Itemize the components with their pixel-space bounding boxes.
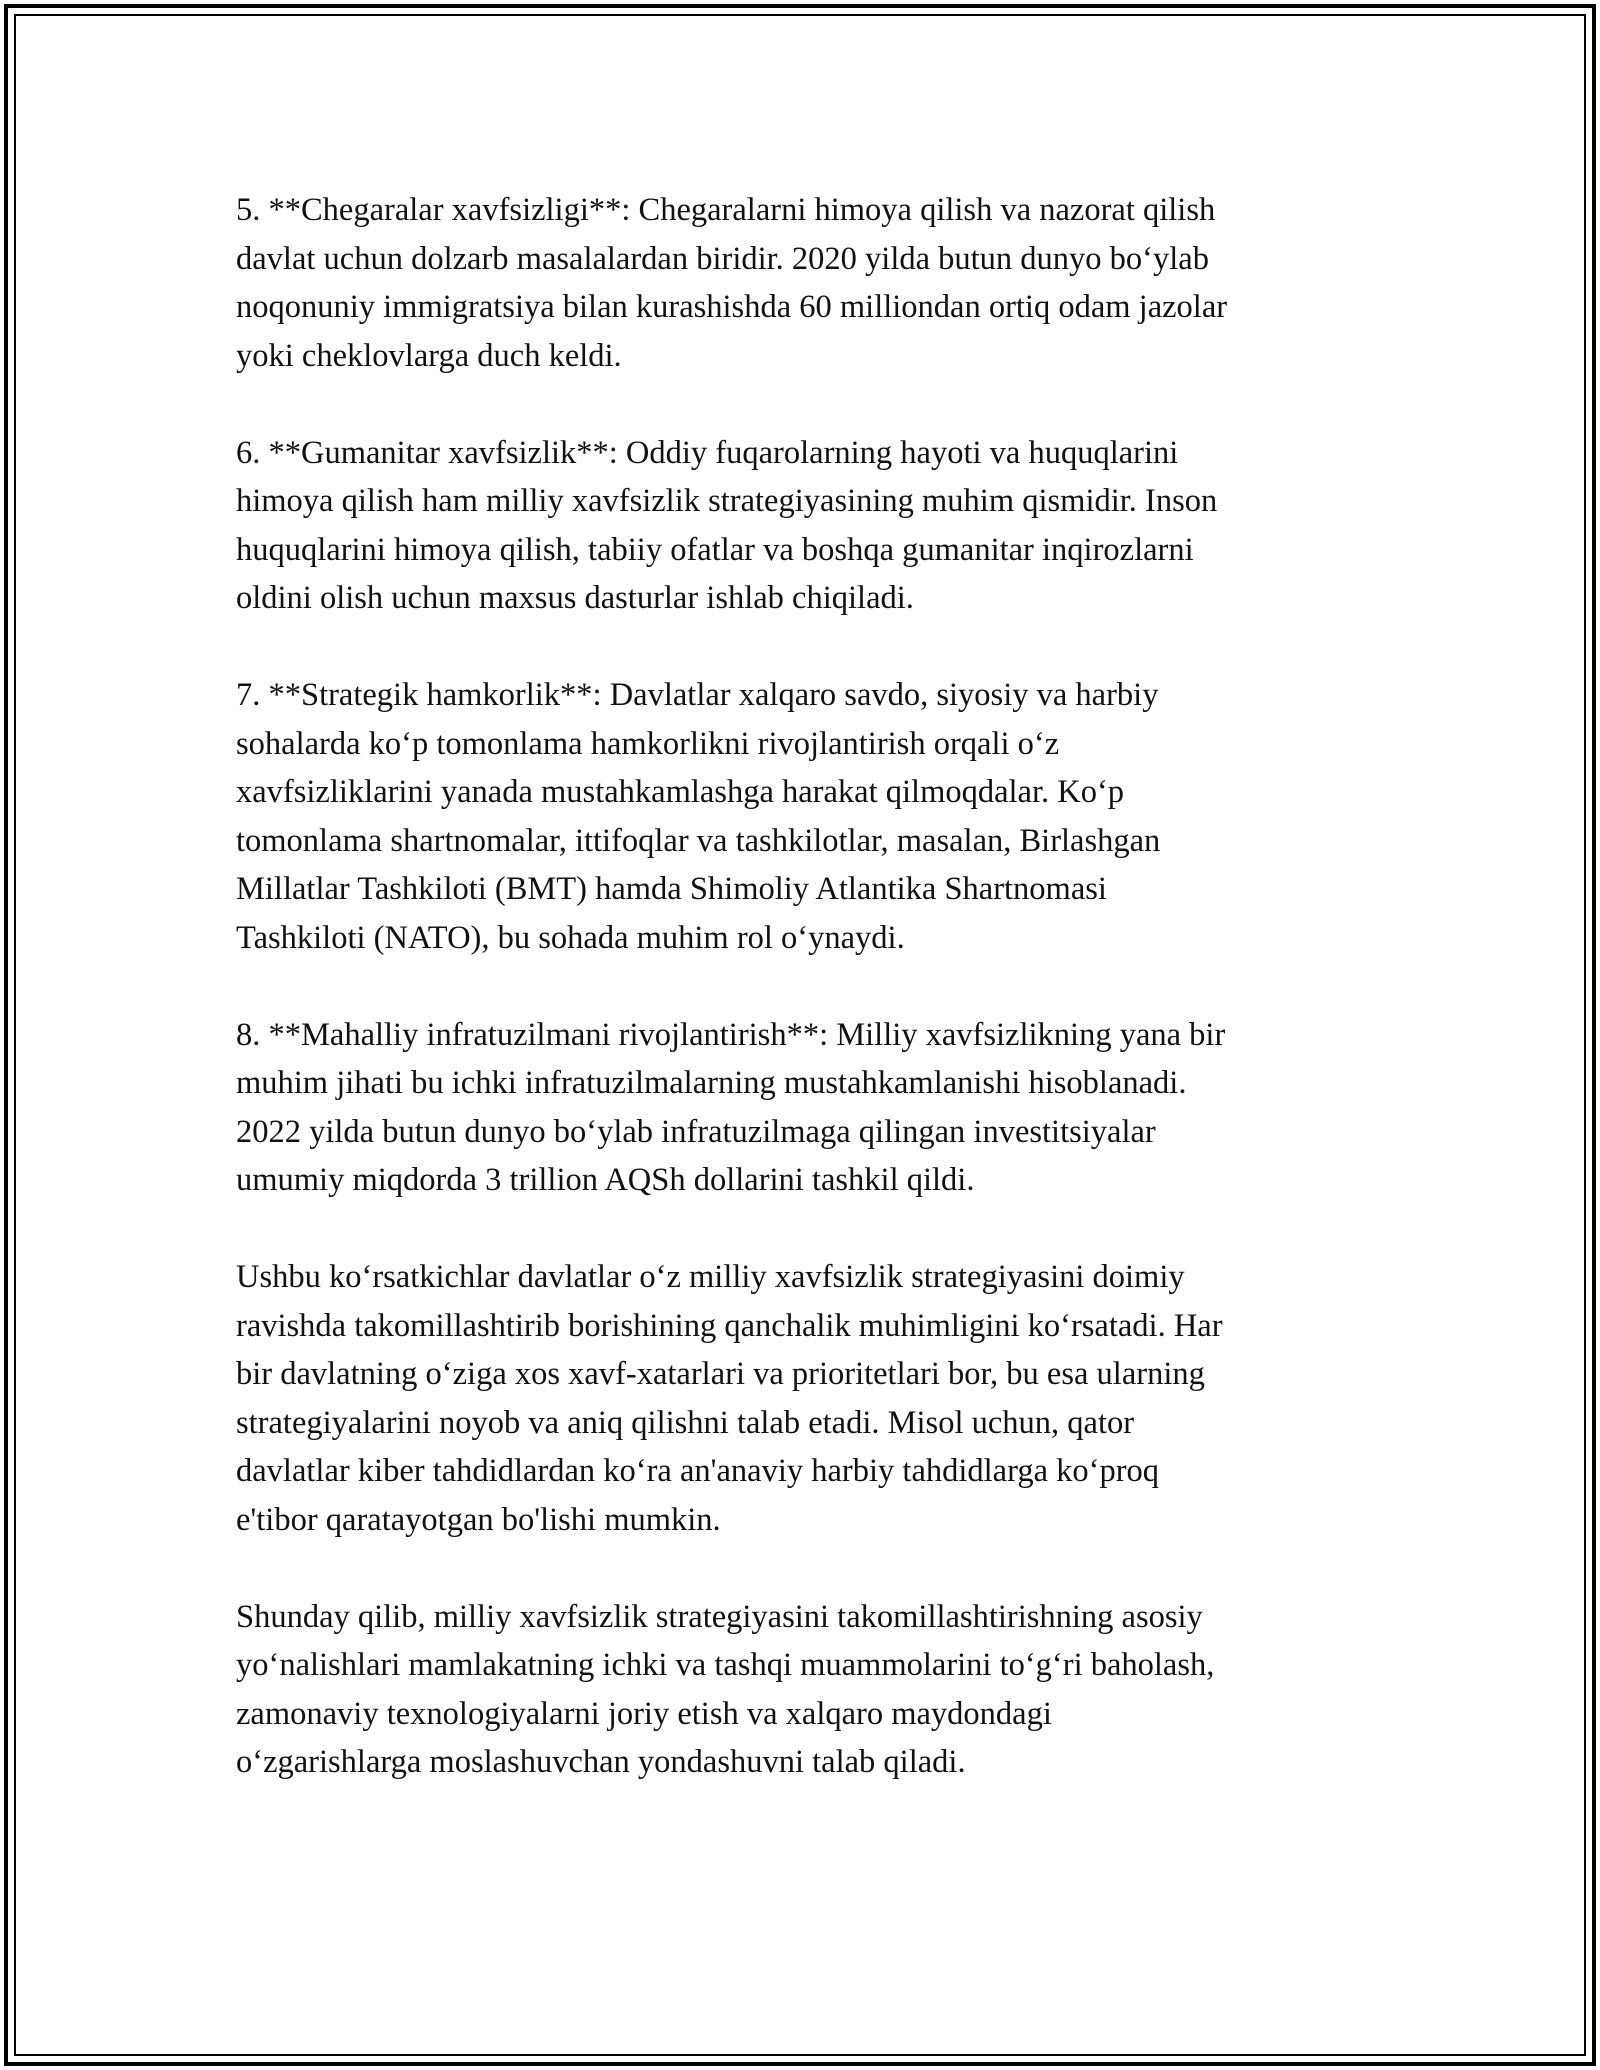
text-line: bir davlatning o‘ziga xos xavf-xatarlari va prioritetlari bor, bu esa ularning <box>236 1356 1205 1392</box>
text-line: tomonlama shartnomalar, ittifoqlar va tashkilotlar, masalan, Birlashgan <box>236 822 1161 859</box>
text-line: 7. **Strategik hamkorlik**: Davlatlar xalqaro savdo, siyosiy va harbiy <box>236 677 1159 713</box>
text-line: davlatlar kiber tahdidlardan ko‘ra an'anaviy harbiy tahdidlarga ko‘proq <box>236 1453 1160 1489</box>
text-line: sohalarda ko‘p tomonlama hamkorlikni rivojlantirish orqali o‘z <box>236 725 1060 762</box>
text-line: 6. **Gumanitar xavfsizlik**: Oddiy fuqarolarning hayoti va huquqlarini <box>236 434 1179 471</box>
text-line: 8. **Mahalliy infratuzilmani rivojlantirish**: Milliy xavfsizlikning yana bir <box>236 1016 1226 1053</box>
text-line: Ushbu ko‘rsatkichlar davlatlar o‘z milliy xavfsizlik strategiyasini doimiy <box>236 1259 1185 1295</box>
text-line: huquqlarini himoya qilish, tabiiy ofatlar va boshqa gumanitar inqirozlarni <box>236 531 1194 568</box>
text-line: noqonuniy immigratsiya bilan kurashishda 60 milliondan ortiq odam jazolar <box>236 289 1228 325</box>
text-line: yo‘nalishlari mamlakatning ichki va tashqi muammolarini to‘g‘ri baholash, <box>236 1647 1215 1683</box>
text-line: himoya qilish ham milliy xavfsizlik strategiyasining muhim qismidir. Inson <box>236 483 1218 519</box>
document-body <box>236 186 1366 1835</box>
text-line: 5. **Chegaralar xavfsizligi**: Chegaralarni himoya qilish va nazorat qilish <box>236 192 1216 228</box>
text-line: 2022 yilda butun dunyo bo‘ylab infratuzilmaga qilingan investitsiyalar <box>236 1113 1156 1150</box>
paragraph-humanitarian-security <box>236 429 1366 623</box>
text-line: yoki cheklovlarga duch keldi. <box>236 337 622 374</box>
paragraph-conclusion <box>236 1593 1366 1787</box>
text-line: zamonaviy texnologiyalarni joriy etish va xalqaro maydondagi <box>236 1695 1052 1732</box>
text-line: oldini olish uchun maxsus dasturlar ishlab chiqiladi. <box>236 580 914 616</box>
paragraph-local-infrastructure <box>236 1011 1366 1205</box>
text-line: Millatlar Tashkiloti (BMT) hamda Shimoliy Atlantika Shartnomasi <box>236 871 1107 907</box>
text-line: muhim jihati bu ichki infratuzilmalarning mustahkamlanishi hisoblanadi. <box>236 1065 1187 1101</box>
text-line: ravishda takomillashtirib borishining qanchalik muhimligini ko‘rsatadi. Har <box>236 1307 1223 1344</box>
paragraph-strategic-partnership <box>236 671 1366 962</box>
text-line: xavfsizliklarini yanada mustahkamlashga harakat qilmoqdalar. Ko‘p <box>236 774 1125 810</box>
paragraph-border-security <box>236 186 1366 380</box>
paragraph-indicators-summary <box>236 1253 1366 1544</box>
text-line: Tashkiloti (NATO), bu sohada muhim rol o‘ynaydi. <box>236 919 905 956</box>
text-line: umumiy miqdorda 3 trillion AQSh dollarini tashkil qildi. <box>236 1162 975 1198</box>
text-line: e'tibor qaratayotgan bo'lishi mumkin. <box>236 1501 721 1538</box>
text-line: strategiyalarini noyob va aniq qilishni talab etadi. Misol uchun, qator <box>236 1404 1135 1441</box>
text-line: Shunday qilib, milliy xavfsizlik strategiyasini takomillashtirishning asosiy <box>236 1598 1203 1635</box>
text-line: o‘zgarishlarga moslashuvchan yondashuvni talab qiladi. <box>236 1744 966 1780</box>
text-line: davlat uchun dolzarb masalalardan biridir. 2020 yilda butun dunyo bo‘ylab <box>236 240 1209 277</box>
